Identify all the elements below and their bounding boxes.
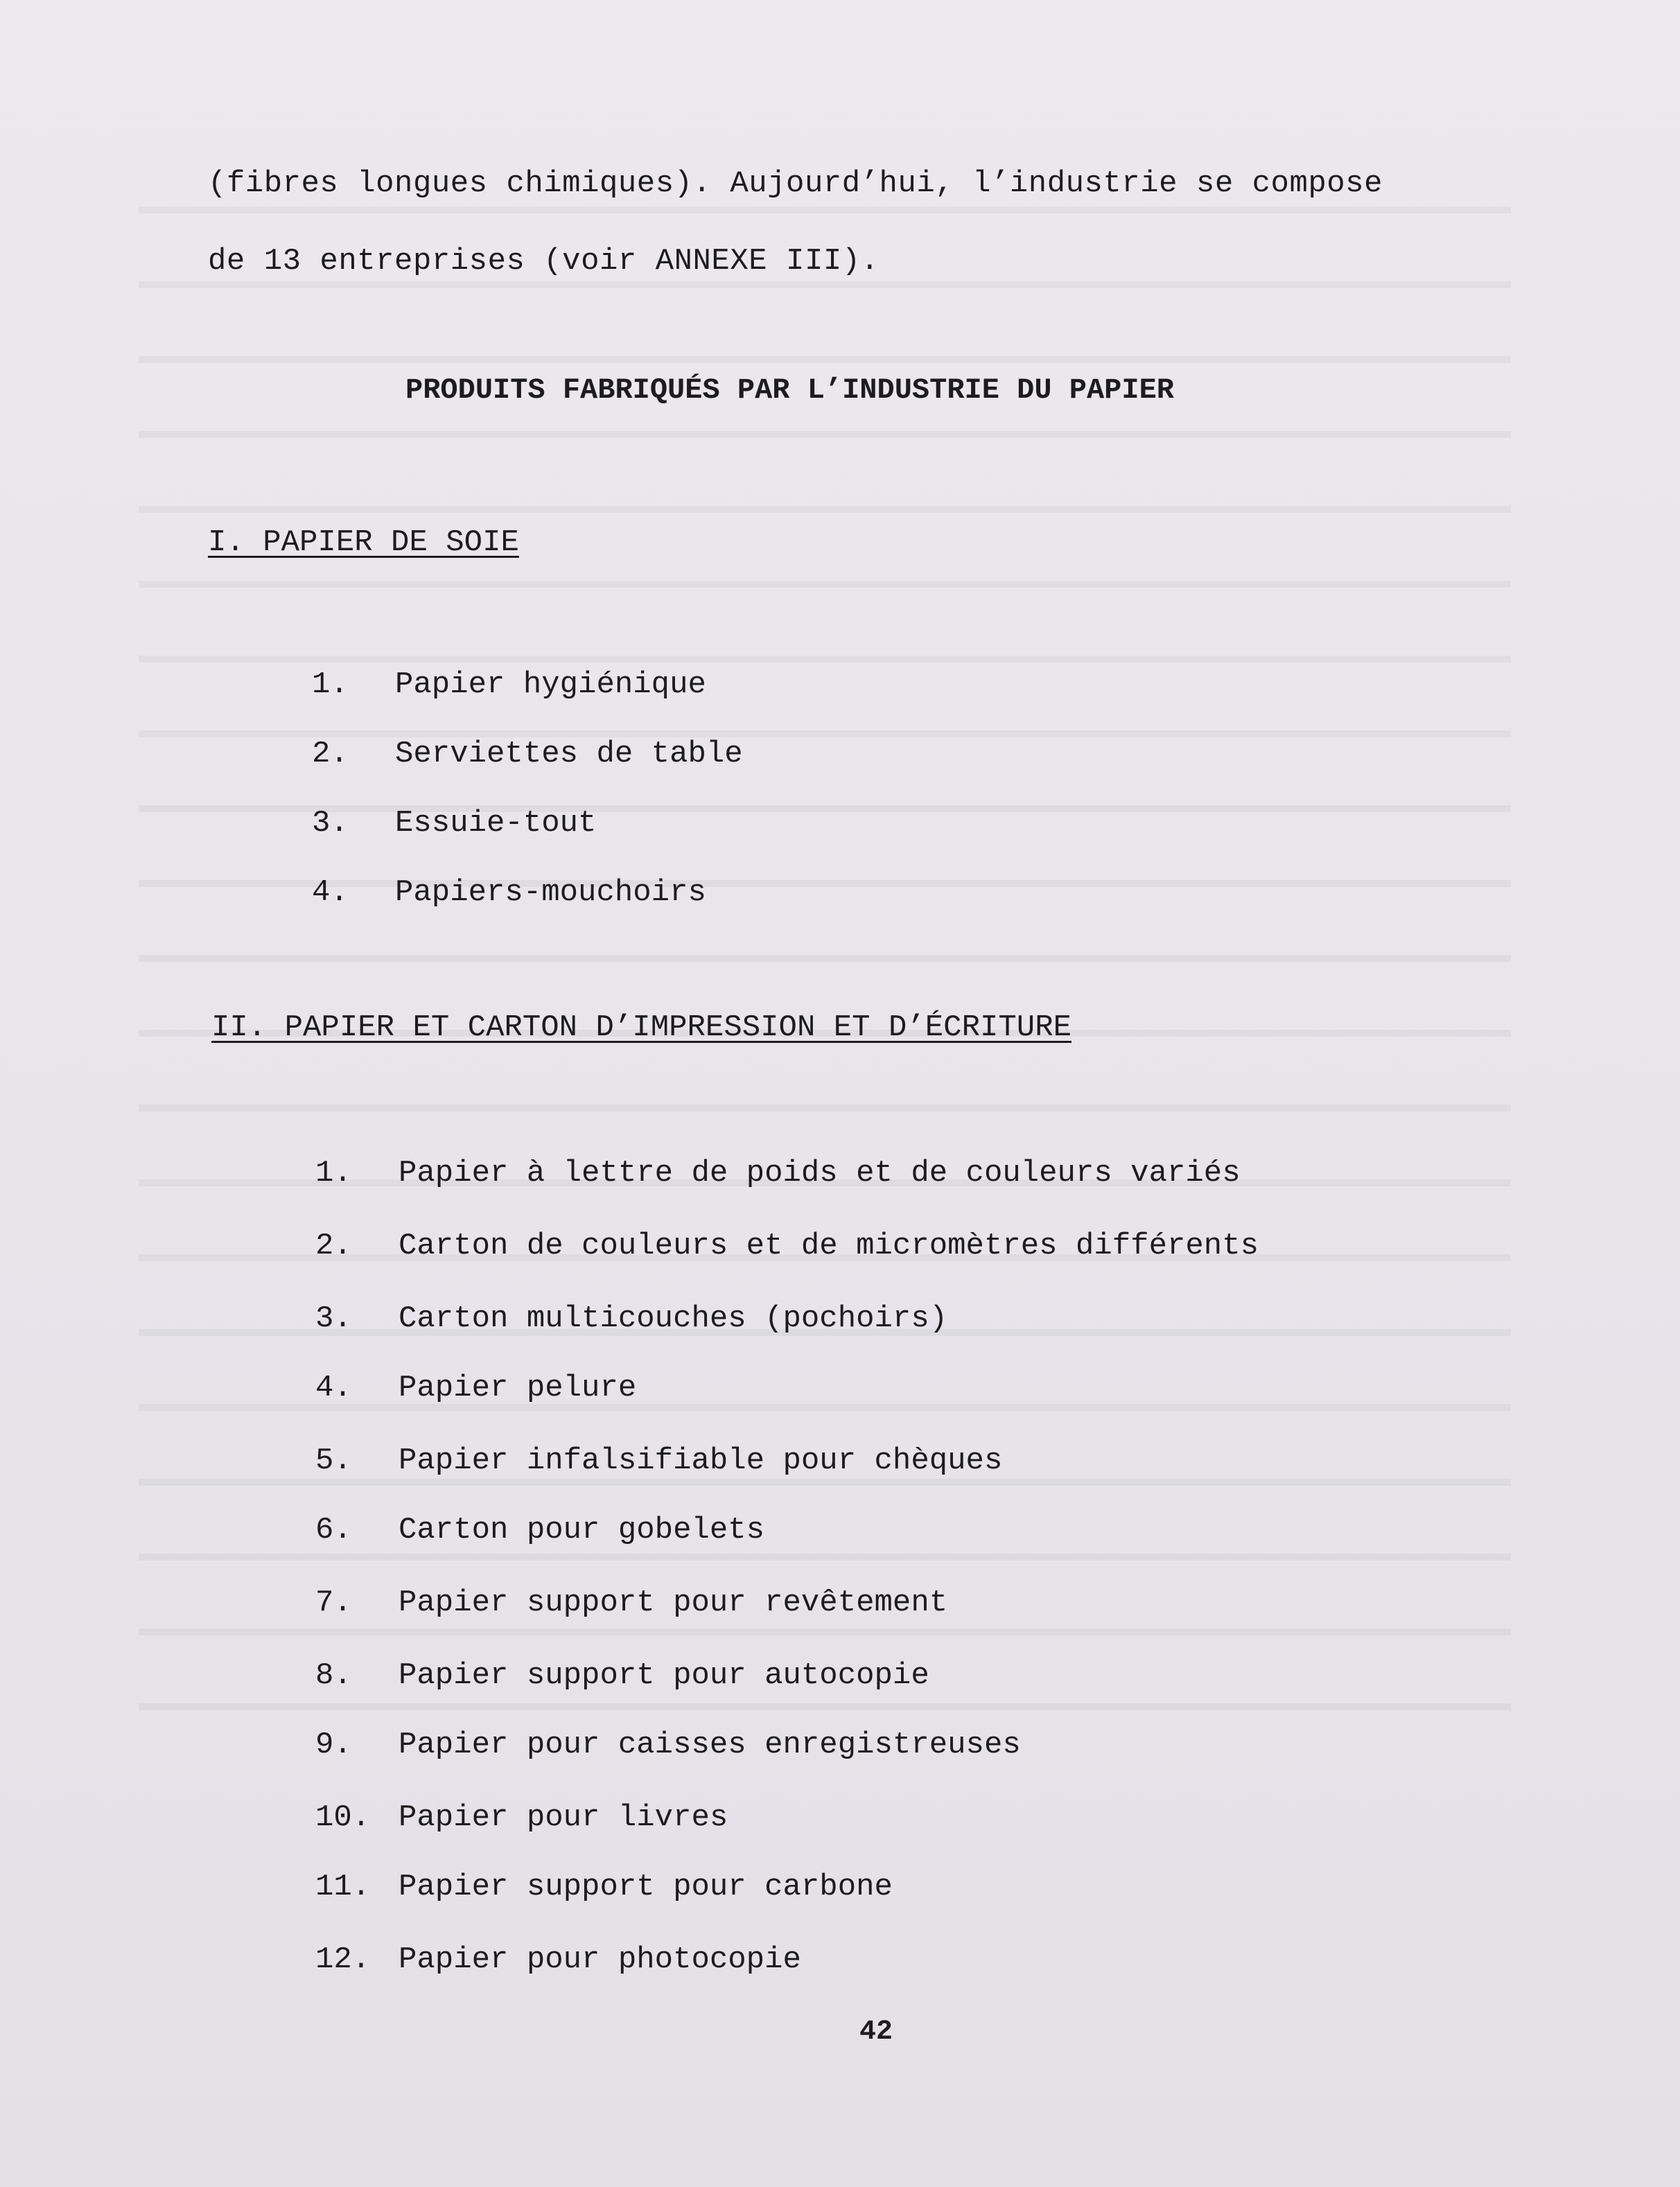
list-item [315, 1725, 1021, 1764]
list-item-text: Papiers-mouchoirs [395, 875, 706, 910]
section-title-1: I. PAPIER DE SOIE [208, 525, 519, 560]
list-item-text: Papier support pour revêtement [399, 1586, 948, 1620]
intro-line-1: (fibres longues chimiques). Aujourd’hui, l’industrie se compose [208, 166, 1383, 201]
list-item [315, 1511, 764, 1549]
list-item-number: 2. [312, 737, 349, 771]
list-item-number: 2. [315, 1229, 352, 1263]
intro-line-2: de 13 entreprises (voir ANNEXE III). [208, 244, 880, 279]
list-item-number: 7. [315, 1586, 352, 1620]
list-item-text: Serviettes de table [395, 737, 743, 771]
page-number: 42 [859, 2017, 893, 2048]
page-heading: PRODUITS FABRIQUÉS PAR L’INDUSTRIE DU PAPIER [405, 374, 1174, 407]
list-item-text: Papier pelure [399, 1371, 637, 1405]
list-item [315, 1369, 636, 1407]
list-item-number: 1. [312, 667, 349, 702]
list-item-number: 3. [315, 1301, 352, 1336]
list-item-number: 12. [315, 1942, 371, 1977]
list-item [312, 873, 706, 912]
list-item-text: Papier pour photocopie [399, 1942, 801, 1977]
list-item-text: Papier pour livres [399, 1800, 728, 1835]
list-item-number: 5. [315, 1443, 352, 1478]
list-item [315, 1868, 893, 1906]
list-item [315, 1154, 1241, 1193]
list-item-number: 11. [315, 1870, 371, 1904]
list-item-number: 9. [315, 1728, 352, 1762]
list-item-number: 4. [315, 1371, 352, 1405]
list-item [315, 1798, 728, 1837]
list-item [315, 1227, 1259, 1265]
list-item-text: Papier infalsifiable pour chèques [399, 1443, 1003, 1478]
list-item [312, 804, 596, 843]
section-title-2: II. PAPIER ET CARTON D’IMPRESSION ET D’ÉCRITURE [211, 1010, 1072, 1045]
list-item [315, 1940, 801, 1979]
list-item [315, 1583, 947, 1622]
list-item [315, 1299, 947, 1338]
list-item-text: Carton pour gobelets [399, 1513, 765, 1547]
list-item [315, 1656, 929, 1695]
list-item-text: Papier support pour carbone [399, 1870, 893, 1904]
list-item-text: Carton multicouches (pochoirs) [399, 1301, 948, 1336]
list-item-text: Papier hygiénique [395, 667, 706, 702]
list-item-text: Papier à lettre de poids et de couleurs variés [399, 1156, 1241, 1191]
list-item-text: Essuie-tout [395, 806, 597, 841]
list-item-number: 10. [315, 1800, 371, 1835]
list-item [312, 735, 743, 773]
list-item-text: Papier pour caisses enregistreuses [399, 1728, 1021, 1762]
list-item-text: Papier support pour autocopie [399, 1658, 929, 1693]
list-item [315, 1441, 1002, 1480]
list-item-number: 3. [312, 806, 349, 841]
list-item-number: 8. [315, 1658, 352, 1693]
list-item-number: 6. [315, 1513, 352, 1547]
list-item-number: 1. [315, 1156, 352, 1191]
list-item-text: Carton de couleurs et de micromètres différents [399, 1229, 1259, 1263]
list-item-number: 4. [312, 875, 349, 910]
list-item [312, 665, 706, 704]
